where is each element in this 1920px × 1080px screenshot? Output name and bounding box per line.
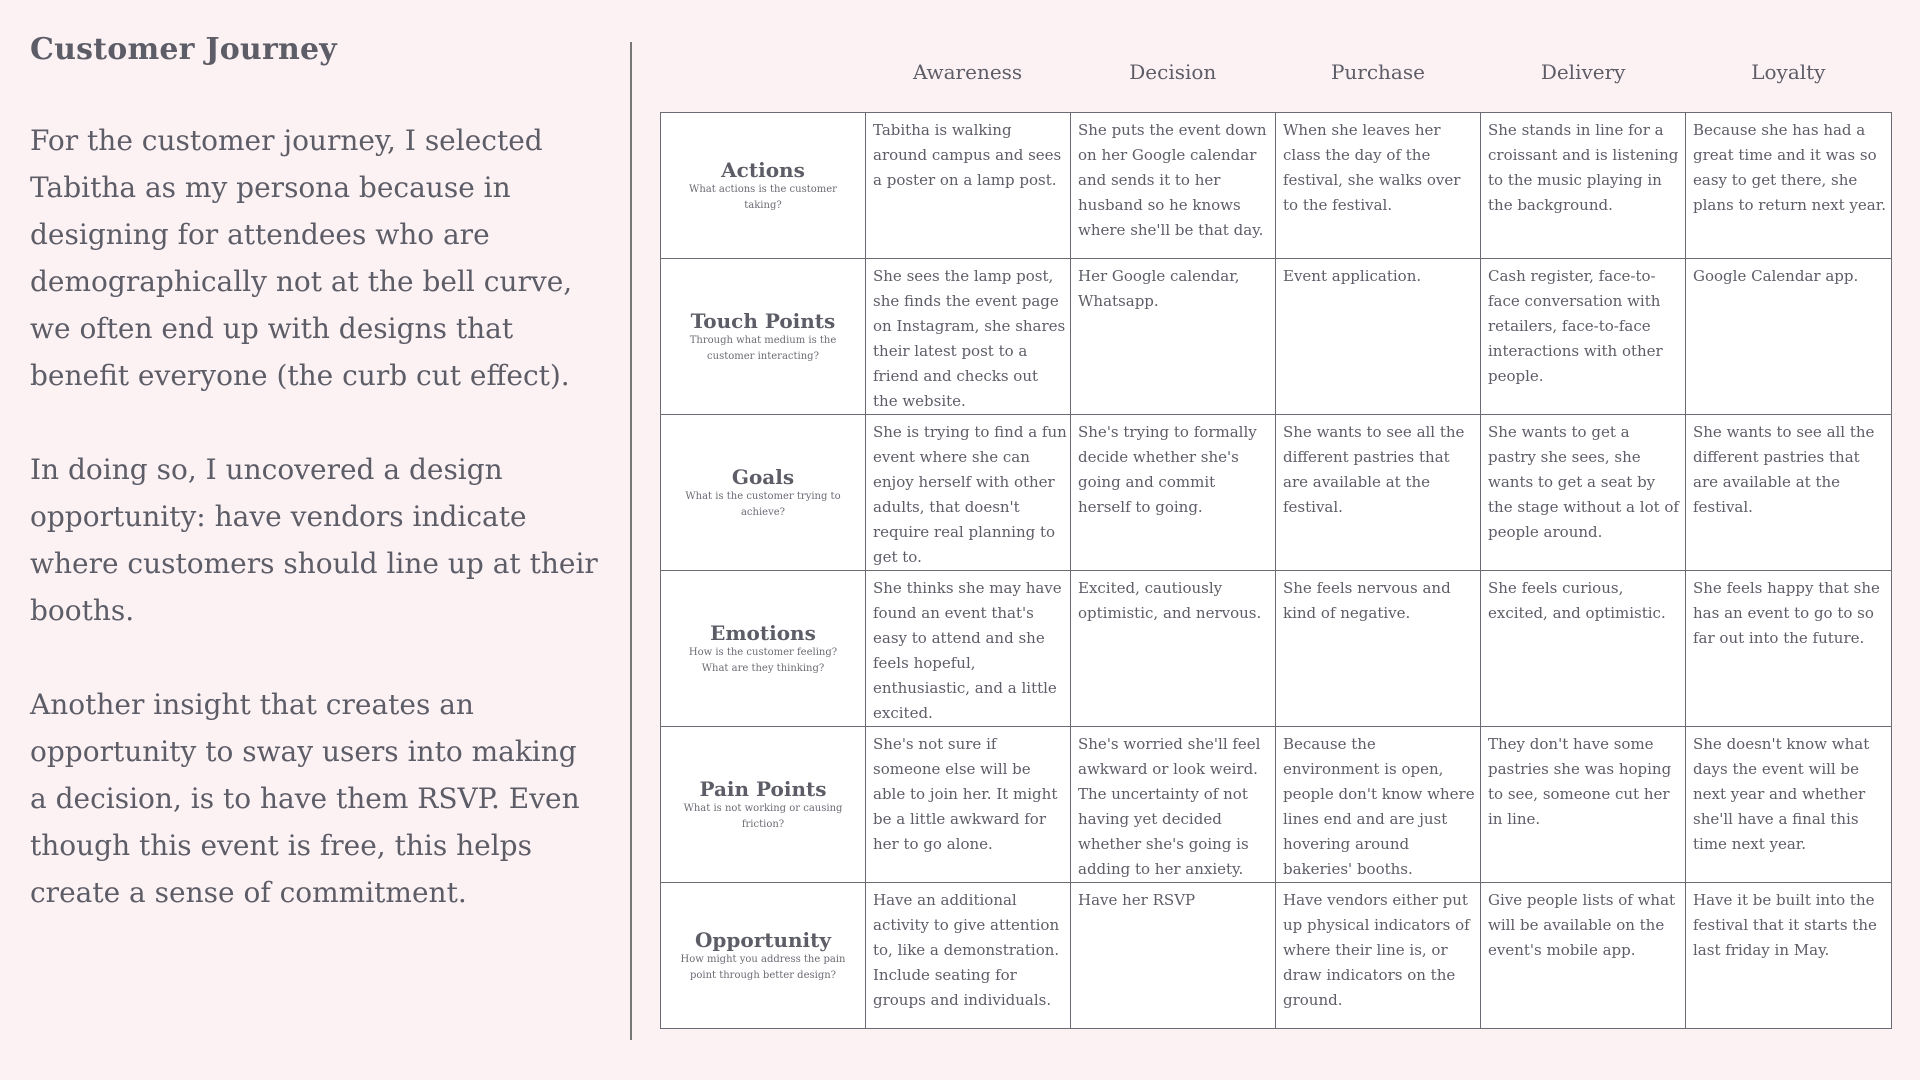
paragraph-rsvp-insight: Another insight that creates an opportunity to sway users into making a decision, is to have them RSVP. Even though this event is free, this helps create a sense of commitment.: [30, 688, 580, 909]
cell-opportunity-awareness: Have an additional activity to give attention to, like a demonstration. Include seating for groups and individuals.: [866, 883, 1071, 1029]
cell-pain-points-loyalty: She doesn't know what days the event will be next year and whether she'll have a final this time next year.: [1686, 727, 1892, 883]
row-header: [661, 415, 866, 571]
row-actions: [661, 113, 1892, 259]
stage-purchase: Purchase: [1330, 60, 1425, 84]
row-description: How might you address the pain point through better design?: [680, 953, 846, 981]
stage-header-row: [660, 52, 1891, 112]
row-description: Through what medium is the customer interacting?: [689, 334, 837, 362]
journey-grid: [660, 112, 1892, 1029]
stage-loyalty: Loyalty: [1751, 60, 1826, 84]
stage-decision: Decision: [1129, 60, 1217, 84]
stage-awareness: Awareness: [912, 60, 1023, 84]
cell-emotions-awareness: She thinks she may have found an event that's easy to attend and she feels hopeful, enthusiastic, and a little excited.: [866, 571, 1071, 727]
cell-actions-delivery: She stands in line for a croissant and is listening to the music playing in the background.: [1481, 113, 1686, 259]
cell-pain-points-awareness: She's not sure if someone else will be able to join her. It might be a little awkward for her to go alone.: [866, 727, 1071, 883]
cell-goals-delivery: She wants to get a pastry she sees, she wants to get a seat by the stage without a lot of people around.: [1481, 415, 1686, 571]
cell-opportunity-decision: Have her RSVP: [1071, 883, 1276, 1029]
left-panel: [30, 32, 600, 963]
cell-touch-points-delivery: Cash register, face-to-face conversation with retailers, face-to-face interactions with other people.: [1481, 259, 1686, 415]
cell-emotions-purchase: She feels nervous and kind of negative.: [1276, 571, 1481, 727]
row-label: Actions: [721, 157, 805, 182]
cell-touch-points-purchase: Event application.: [1276, 259, 1481, 415]
row-emotions: [661, 571, 1892, 727]
paragraph-design-opportunity: In doing so, I uncovered a design opportunity: have vendors indicate where customers should line up at their booths.: [30, 453, 598, 627]
row-description: What is not working or causing friction?: [683, 802, 843, 830]
cell-touch-points-decision: Her Google calendar, Whatsapp.: [1071, 259, 1276, 415]
cell-actions-decision: She puts the event down on her Google calendar and sends it to her husband so he knows where she'll be that day.: [1071, 113, 1276, 259]
cell-goals-purchase: She wants to see all the different pastries that are available at the festival.: [1276, 415, 1481, 571]
cell-emotions-decision: Excited, cautiously optimistic, and nervous.: [1071, 571, 1276, 727]
cell-goals-decision: She's trying to formally decide whether she's going and commit herself to going.: [1071, 415, 1276, 571]
cell-goals-loyalty: She wants to see all the different pastries that are available at the festival.: [1686, 415, 1892, 571]
row-touch-points: [661, 259, 1892, 415]
cell-emotions-loyalty: She feels happy that she has an event to go to so far out into the future.: [1686, 571, 1892, 727]
row-description: What actions is the customer taking?: [689, 183, 837, 211]
row-label: Opportunity: [694, 927, 832, 952]
stage-header-spacer: [660, 52, 865, 112]
row-header: [661, 113, 866, 259]
vertical-divider: [630, 42, 632, 1040]
row-description: How is the customer feeling? What are they thinking?: [688, 646, 838, 674]
row-pain-points: [661, 727, 1892, 883]
cell-actions-loyalty: Because she has had a great time and it was so easy to get there, she plans to return next year.: [1686, 113, 1892, 259]
cell-opportunity-loyalty: Have it be built into the festival that it starts the last friday in May.: [1686, 883, 1892, 1029]
row-label: Pain Points: [699, 776, 827, 801]
cell-actions-awareness: Tabitha is walking around campus and sees a poster on a lamp post.: [866, 113, 1071, 259]
cell-actions-purchase: When she leaves her class the day of the festival, she walks over to the festival.: [1276, 113, 1481, 259]
cell-goals-awareness: She is trying to find a fun event where she can enjoy herself with other adults, that doesn't require real planning to get to.: [866, 415, 1071, 571]
row-opportunity: [661, 883, 1892, 1029]
paragraph-persona: For the customer journey, I selected Tabitha as my persona because in designing for attendees who are demographically not at the bell curve, we often end up with designs that benefit everyone (the curb cut effect).: [30, 124, 573, 392]
cell-opportunity-delivery: Give people lists of what will be available on the event's mobile app.: [1481, 883, 1686, 1029]
row-header: [661, 883, 866, 1029]
cell-pain-points-delivery: They don't have some pastries she was hoping to see, someone cut her in line.: [1481, 727, 1686, 883]
row-label: Emotions: [710, 620, 816, 645]
row-description: What is the customer trying to achieve?: [685, 490, 841, 518]
cell-touch-points-loyalty: Google Calendar app.: [1686, 259, 1892, 415]
cell-pain-points-purchase: Because the environment is open, people don't know where lines end and are just hovering around bakeries' booths.: [1276, 727, 1481, 883]
cell-emotions-delivery: She feels curious, excited, and optimistic.: [1481, 571, 1686, 727]
row-label: Touch Points: [690, 308, 836, 333]
cell-opportunity-purchase: Have vendors either put up physical indicators of where their line is, or draw indicators on the ground.: [1276, 883, 1481, 1029]
row-header: [661, 571, 866, 727]
row-header: [661, 727, 866, 883]
row-header: [661, 259, 866, 415]
row-label: Goals: [731, 464, 795, 489]
stage-delivery: Delivery: [1540, 60, 1626, 84]
row-goals: [661, 415, 1892, 571]
cell-touch-points-awareness: She sees the lamp post, she finds the event page on Instagram, she shares their latest post to a friend and checks out the website.: [866, 259, 1071, 415]
journey-map: [660, 52, 1891, 1029]
cell-pain-points-decision: She's worried she'll feel awkward or look weird. The uncertainty of not having yet decided whether she's going is adding to her anxiety.: [1071, 727, 1276, 883]
page-title: Customer Journey: [30, 32, 337, 67]
